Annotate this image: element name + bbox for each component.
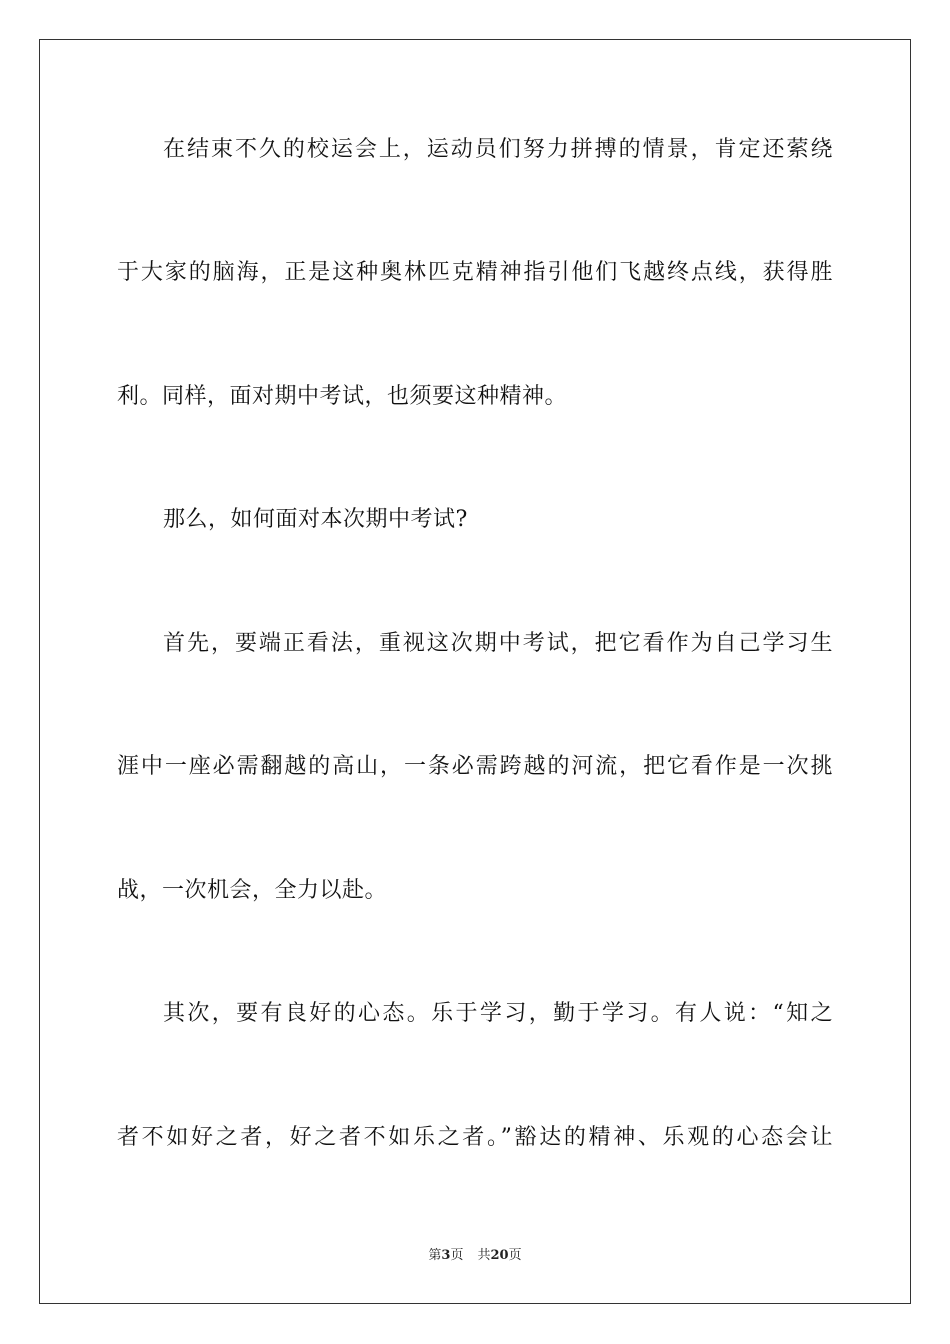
text-line-1: 在结束不久的校运会上，运动员们努力拼搏的情景，肯定还萦绕 bbox=[163, 137, 833, 162]
total-prefix: 共 bbox=[477, 1248, 491, 1263]
text-line-2: 于大家的脑海，正是这种奥林匹克精神指引他们飞越终点线，获得胜 bbox=[117, 260, 833, 285]
total-suffix: 页 bbox=[508, 1248, 522, 1263]
text-line-3: 利。同样，面对期中考试，也须要这种精神。 bbox=[117, 384, 568, 409]
text-line-9: 者不如好之者，好之者不如乐之者。”豁达的精神、乐观的心态会让 bbox=[117, 1125, 833, 1150]
text-line-8: 其次，要有良好的心态。乐于学习，勤于学习。有人说：“知之 bbox=[163, 1001, 833, 1026]
page-frame bbox=[39, 39, 911, 1304]
text-line-5: 首先，要端正看法，重视这次期中考试，把它看作为自己学习生 bbox=[163, 631, 833, 656]
total-pages: 20 bbox=[490, 1248, 509, 1263]
page-footer bbox=[0, 1247, 950, 1265]
page-prefix: 第 bbox=[428, 1248, 442, 1263]
page-number: 3 bbox=[441, 1248, 451, 1263]
page-suffix: 页 bbox=[450, 1248, 464, 1263]
text-line-6: 涯中一座必需翻越的高山，一条必需跨越的河流，把它看作是一次挑 bbox=[117, 754, 833, 779]
text-line-7: 战，一次机会，全力以赴。 bbox=[117, 878, 388, 903]
text-line-4: 那么，如何面对本次期中考试? bbox=[163, 507, 468, 532]
